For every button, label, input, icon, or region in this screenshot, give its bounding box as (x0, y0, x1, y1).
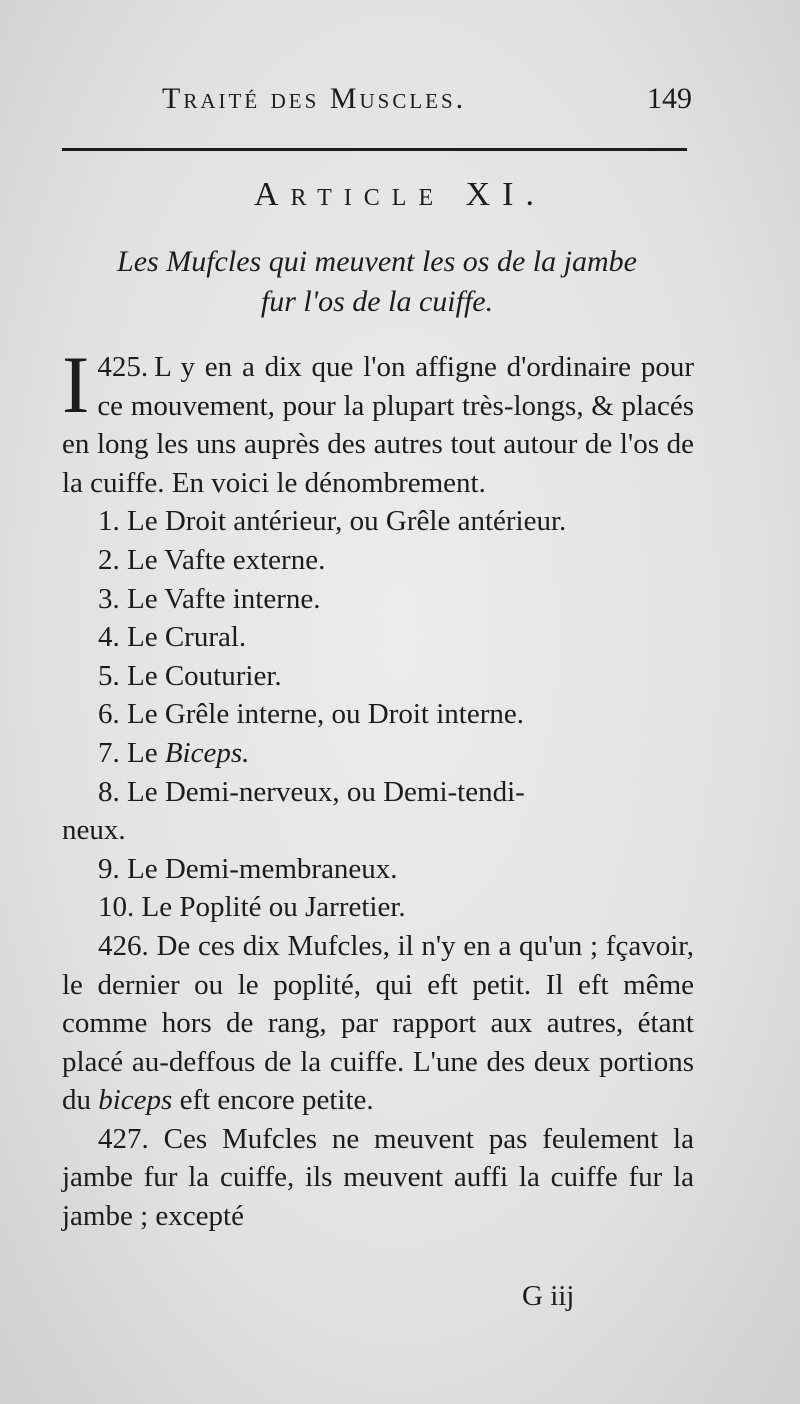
list-item: 10. Le Poplité ou Jarretier. (98, 891, 406, 924)
drop-cap: I (62, 339, 90, 430)
list-item-continuation: neux. (62, 814, 126, 847)
subtitle-line-2: fur l'os de la cuiffe. (260, 285, 494, 318)
list-item: 1. Le Droit antérieur, ou Grêle antérieur. (98, 505, 567, 538)
paragraph-425 (62, 339, 694, 502)
article-heading: Article XI. (254, 176, 546, 213)
list-item: 3. Le Vafte interne. (98, 582, 321, 615)
paragraph-426 (62, 927, 694, 1120)
paragraph-426-italic: biceps (98, 1084, 173, 1117)
header-rule (62, 148, 687, 151)
list-item: 5. Le Couturier. (98, 659, 282, 692)
list-item (98, 734, 694, 773)
list-item (62, 773, 694, 850)
paragraph-425-text: L y en a dix que l'on affigne d'ordinaire pour ce mouvement, pour la plupart très-longs, & placés en long les uns auprès des autres tout autour de l'os de la cuiffe. En voici le dénombrement. (62, 351, 694, 499)
paragraph-426-end: eft encore petite. (179, 1084, 374, 1117)
subtitle-line-1: Les Mufcles qui meuvent les os de la jambe (117, 245, 637, 278)
paragraph-427 (62, 1120, 694, 1236)
page-number: 149 (647, 82, 692, 115)
list-item-text: 8. Le Demi-nerveux, ou Demi-tendi- (98, 775, 525, 808)
list-item-text: 7. Le (98, 736, 158, 769)
list-item: 4. Le Crural. (98, 621, 247, 654)
page-header (62, 82, 692, 126)
list-item: 6. Le Grêle interne, ou Droit interne. (98, 698, 524, 731)
list-item-italic: Biceps. (164, 736, 250, 769)
signature-mark: G iij (522, 1280, 575, 1312)
muscle-list (62, 502, 694, 927)
running-title: Traité des Muscles. (162, 82, 467, 115)
paragraph-427-text: 427. Ces Mufcles ne meuvent pas feulement la jambe fur la cuiffe, ils meuvent auffi la cuiffe fur la jambe ; excepté (62, 1122, 694, 1233)
article-subtitle (62, 242, 692, 322)
list-item: 2. Le Vafte externe. (98, 543, 326, 576)
paragraph-number: 425. (97, 351, 149, 383)
body-text (62, 339, 694, 1236)
list-item: 9. Le Demi-membraneux. (98, 852, 398, 885)
paragraph-426-text: 426. De ces dix Mufcles, il n'y en a qu'un ; fçavoir, le dernier ou le poplité, qui eft petit. Il eft même comme hors de rang, par rapport aux autres, étant placé au-deffous de la cuiffe. L'une des deux portions du (62, 929, 694, 1117)
